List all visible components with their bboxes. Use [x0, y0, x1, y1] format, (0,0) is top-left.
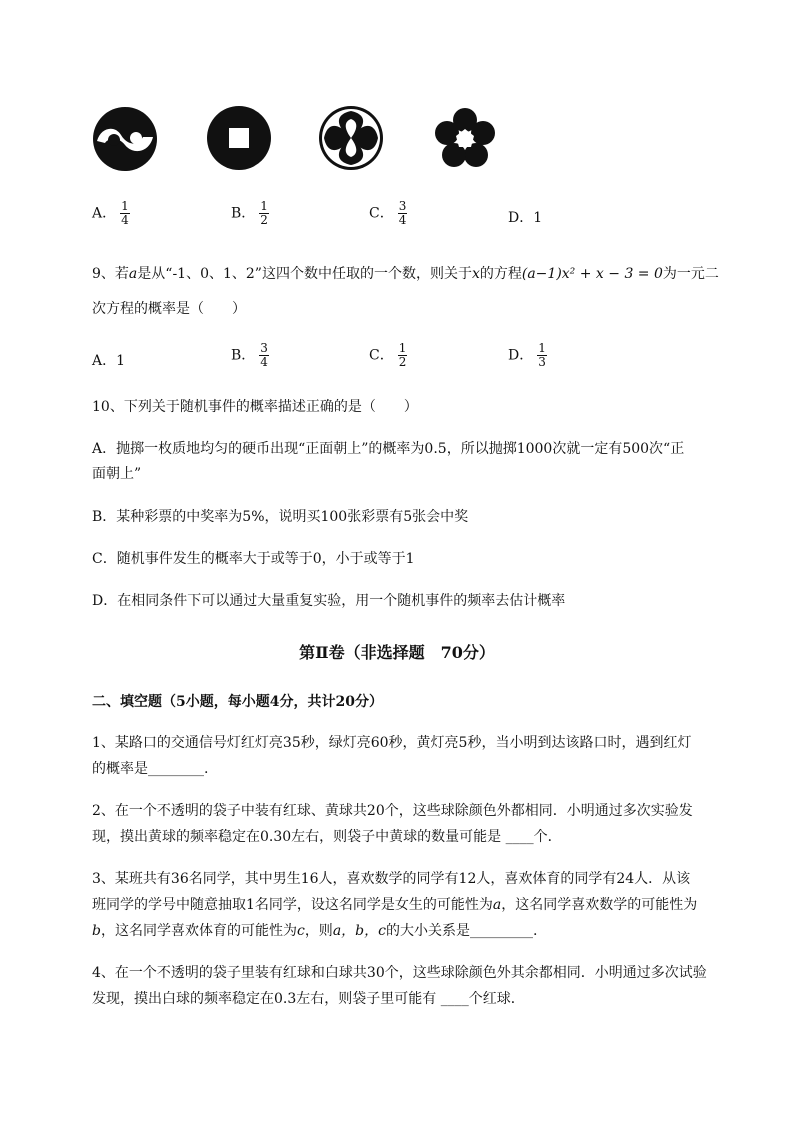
- fraction: $\frac{1}{3}$: [538, 341, 546, 369]
- fraction: $\frac{3}{4}$: [398, 199, 407, 227]
- q8-option-c[interactable]: C． $\frac{3}{4}$: [369, 199, 407, 227]
- q9-option-c[interactable]: C． $\frac{1}{2}$: [369, 341, 407, 369]
- q10-option-a-line1[interactable]: A．抛掷一枚质地均匀的硬币出现“正面朝上”的概率为0.5，所以抛掷1000次就一定有500次“正: [92, 441, 685, 457]
- fill-q2-line1: 2、在一个不透明的袋子中装有红球、黄球共20个，这些球除颜色外都相同．小明通过多次实验发: [92, 803, 693, 819]
- q8-option-a[interactable]: A． $\frac{1}{4}$: [92, 199, 129, 227]
- figure-1-wave-circle: [93, 107, 157, 171]
- fill-q1-line1: 1、某路口的交通信号灯红灯亮35秒，绿灯亮60秒，黄灯亮5秒，当小明到达该路口时，遇到红灯: [92, 735, 692, 751]
- fraction: $\frac{1}{2}$: [398, 341, 407, 369]
- fill-q1-line2: 的概率是________.: [92, 761, 209, 777]
- q8-option-d[interactable]: D．1: [508, 210, 543, 226]
- equation: (a−1)x² + x − 3 = 0: [521, 266, 663, 282]
- figure-2-coin-square: [207, 106, 271, 170]
- q10-option-d[interactable]: D．在相同条件下可以通过大量重复实验，用一个随机事件的频率去估计概率: [92, 593, 566, 609]
- q9-option-b[interactable]: B． $\frac{3}{4}$: [231, 341, 268, 369]
- q9-option-a[interactable]: A．1: [92, 353, 126, 369]
- q9-stem-line2: 次方程的概率是（ ）: [92, 301, 246, 317]
- q9-option-d[interactable]: D． $\frac{1}{3}$: [508, 341, 546, 369]
- fill-q4-line2: 发现，摸出白球的频率稳定在0.3左右，则袋子里可能有 ____个红球．: [92, 991, 525, 1007]
- figure-3-petal-circle: [318, 105, 384, 171]
- fill-q2-line2: 现，摸出黄球的频率稳定在0.30左右，则袋子中黄球的数量可能是 ____个．: [92, 829, 562, 845]
- figure-4-pentagon-flower: [433, 107, 497, 171]
- q10-option-b[interactable]: B．某种彩票的中奖率为5%，说明买100张彩票有5张会中奖: [92, 509, 469, 525]
- q9-stem-line1: 9、若a是从“-1、0、1、2”这四个数中任取的一个数，则关于x的方程(a−1)x² + x − 3 = 0为一元二: [92, 266, 719, 282]
- fill-q3-line3: b，这名同学喜欢体育的可能性为c，则a，b，c的大小关系是_________.: [92, 923, 538, 939]
- fill-q3-line1: 3、某班共有36名同学，其中男生16人，喜欢数学的同学有12人，喜欢体育的同学有24人．从该: [92, 871, 691, 887]
- part2-title: 第Ⅱ卷（非选择题 70分）: [299, 643, 495, 662]
- fraction: $\frac{3}{4}$: [260, 341, 268, 369]
- q10-stem: 10、下列关于随机事件的概率描述正确的是（ ）: [92, 399, 418, 415]
- fraction: $\frac{1}{2}$: [260, 199, 268, 227]
- fraction: $\frac{1}{4}$: [121, 199, 129, 227]
- fill-q3-line2: 班同学的学号中随意抽取1名同学，设这名同学是女生的可能性为a，这名同学喜欢数学的可能性为: [92, 897, 698, 913]
- section2-title: 二、填空题（5小题，每小题4分，共计20分）: [92, 694, 383, 710]
- q10-option-c[interactable]: C．随机事件发生的概率大于或等于0，小于或等于1: [92, 551, 415, 567]
- q8-option-b[interactable]: B． $\frac{1}{2}$: [231, 199, 268, 227]
- fill-q4-line1: 4、在一个不透明的袋子里装有红球和白球共30个，这些球除颜色外其余都相同．小明通过多次试验: [92, 965, 707, 981]
- q10-option-a-line2[interactable]: 面朝上”: [92, 466, 142, 482]
